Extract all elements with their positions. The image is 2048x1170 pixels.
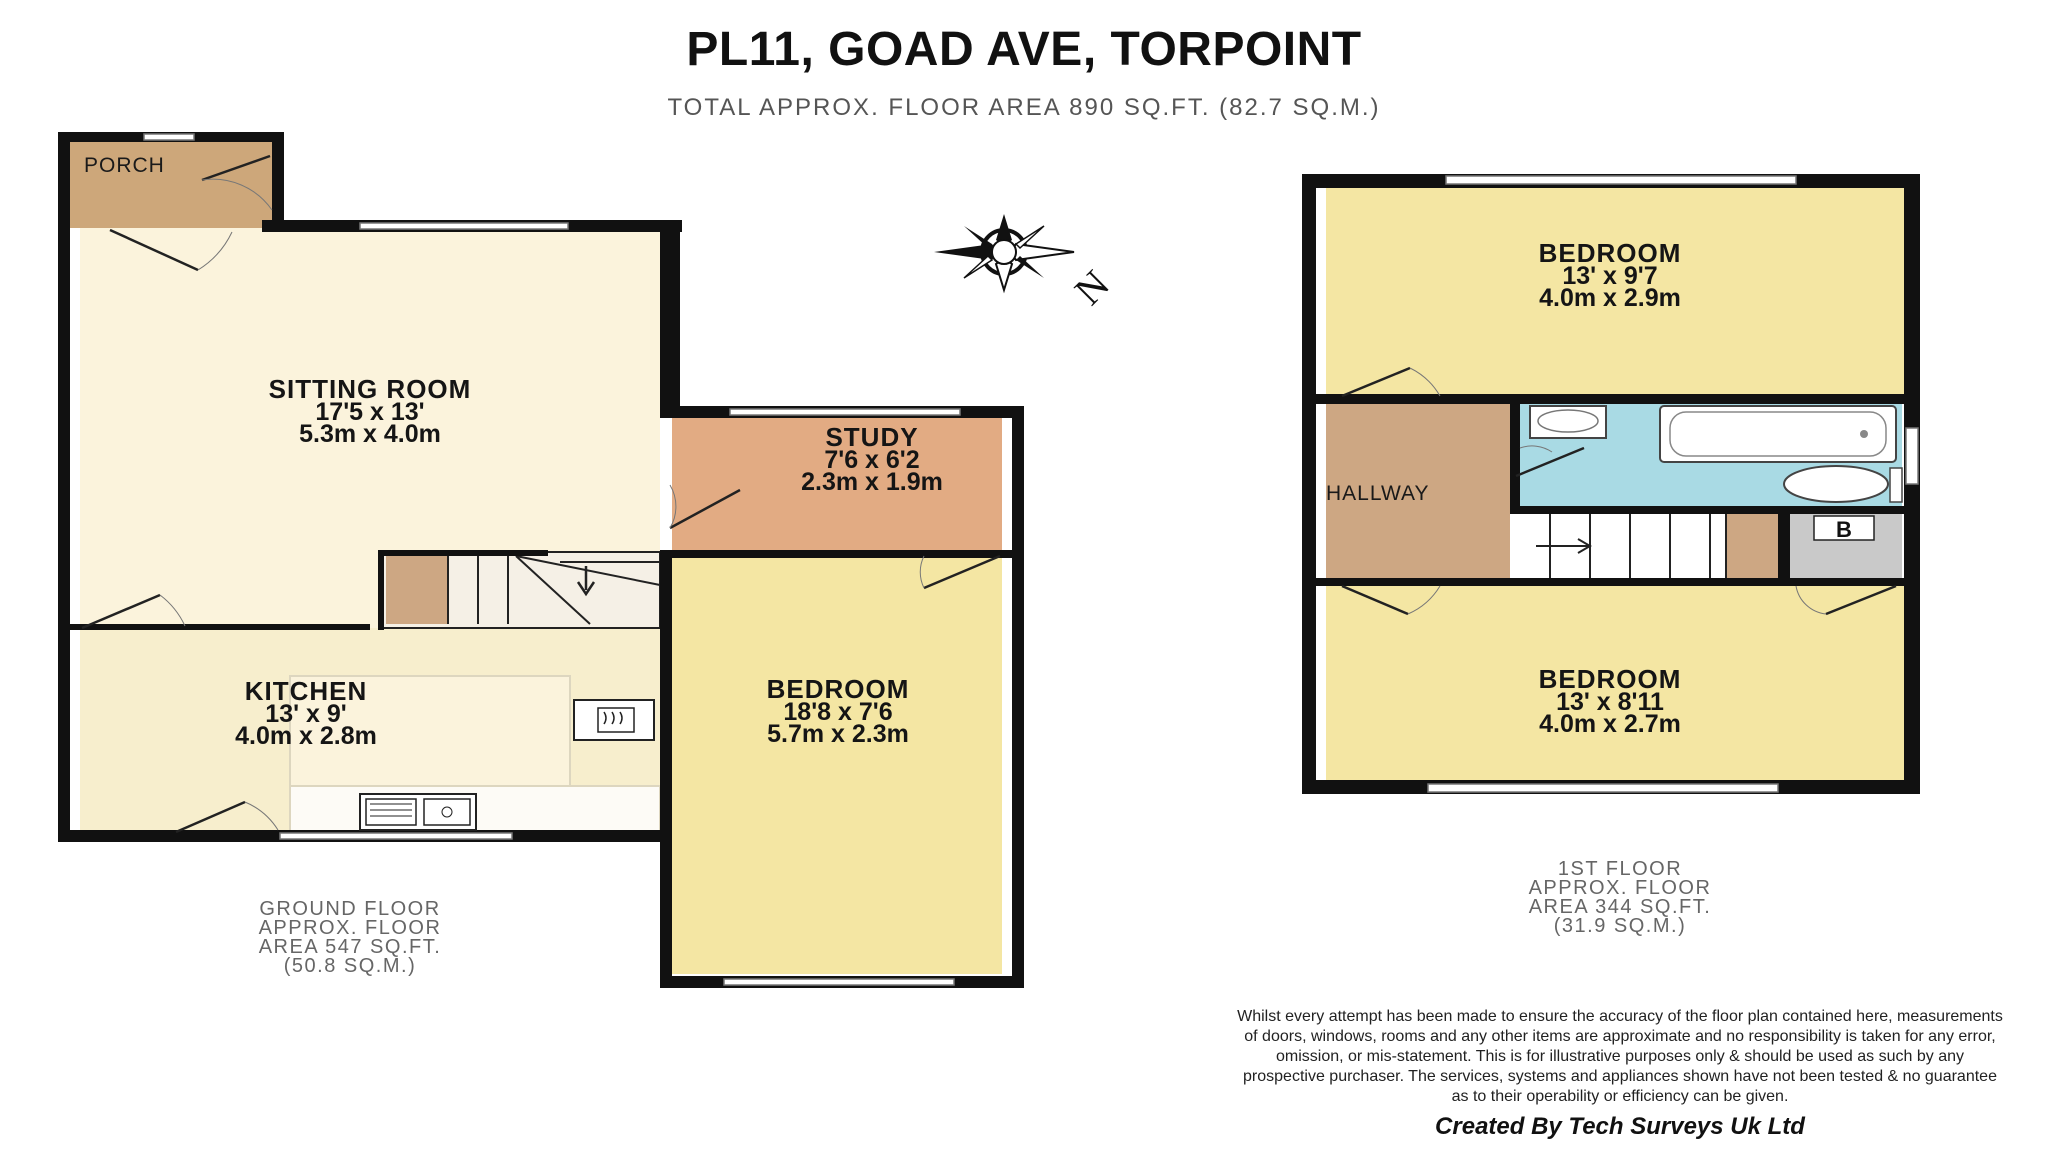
credit-text: Created By Tech Surveys Uk Ltd [1435,1113,1805,1140]
ground-floor-note-line: APPROX. FLOOR [258,917,442,939]
total-area-subtitle: TOTAL APPROX. FLOOR AREA 890 SQ.FT. (82.7 SQ.M.) [667,94,1381,121]
compass-icon [934,214,1118,313]
sitting-room-name: SITTING ROOM [268,374,472,404]
first-floor-area-note [1450,860,1790,936]
ground-floor [58,132,1024,988]
sitting-room-imperial: 17'5 x 13' [315,398,425,426]
top-bedroom-metric: 4.0m x 2.9m [1539,284,1681,312]
first-floor [1302,174,1920,794]
boiler-icon [1814,516,1874,542]
ground-floor-note-line: AREA 547 SQ.FT. [258,936,442,958]
first-floor-note-line: AREA 344 SQ.FT. [1528,896,1712,918]
ground-bedroom-imperial: 18'8 x 7'6 [783,698,893,726]
boiler-label: B [1836,517,1852,542]
study-imperial: 7'6 x 6'2 [824,446,920,474]
plan-title: PL11, GOAD AVE, TORPOINT [686,23,1362,76]
ground-bedroom [672,554,1002,974]
kitchen-name: KITCHEN [244,676,368,706]
kitchen-metric: 4.0m x 2.8m [235,722,377,750]
bottom-bedroom-name: BEDROOM [1538,664,1682,694]
study-metric: 2.3m x 1.9m [801,468,943,496]
ground-floor-note-line: GROUND FLOOR [259,898,441,920]
ground-bedroom-metric: 5.7m x 2.3m [767,720,909,748]
disclaimer-text: Whilst every attempt has been made to ensure the accuracy of the floor plan contained here, measurements of doors, windows, rooms and any other items are approximate and no responsibility is taken for any error, omission, or mis-statement. This is for illustrative purposes only & should be used as such by any prospective purchaser. The services, systems and appliances shown have not been tested & no guarantee as to their operability or efficiency can be given. [1237,1008,2003,1105]
study-name: STUDY [825,422,919,452]
kitchen-sink-icon [360,794,476,830]
ground-floor-area-note [180,900,520,976]
ground-floor-note-line: (50.8 SQ.M.) [283,955,417,977]
oven-icon [574,700,654,740]
top-bedroom-imperial: 13' x 9'7 [1562,262,1658,290]
porch-label: PORCH [84,154,165,177]
ground-stairs-cupboard [386,556,448,624]
first-stairs-cupboard [1726,514,1778,578]
sitting-room-metric: 5.3m x 4.0m [299,420,441,448]
bottom-bedroom-imperial: 13' x 8'11 [1556,688,1664,716]
compass-north-label: N [1065,261,1118,314]
top-bedroom-name: BEDROOM [1538,238,1682,268]
bottom-bedroom-metric: 4.0m x 2.7m [1539,710,1681,738]
hallway-label: HALLWAY [1326,482,1430,505]
basin-icon [1530,406,1606,438]
first-floor-note-line: 1ST FLOOR [1557,858,1683,880]
bath-icon [1660,406,1896,462]
first-floor-note-line: APPROX. FLOOR [1528,877,1712,899]
first-floor-note-line: (31.9 SQ.M.) [1553,915,1687,937]
ground-bedroom-name: BEDROOM [766,674,910,704]
kitchen-imperial: 13' x 9' [265,700,347,728]
